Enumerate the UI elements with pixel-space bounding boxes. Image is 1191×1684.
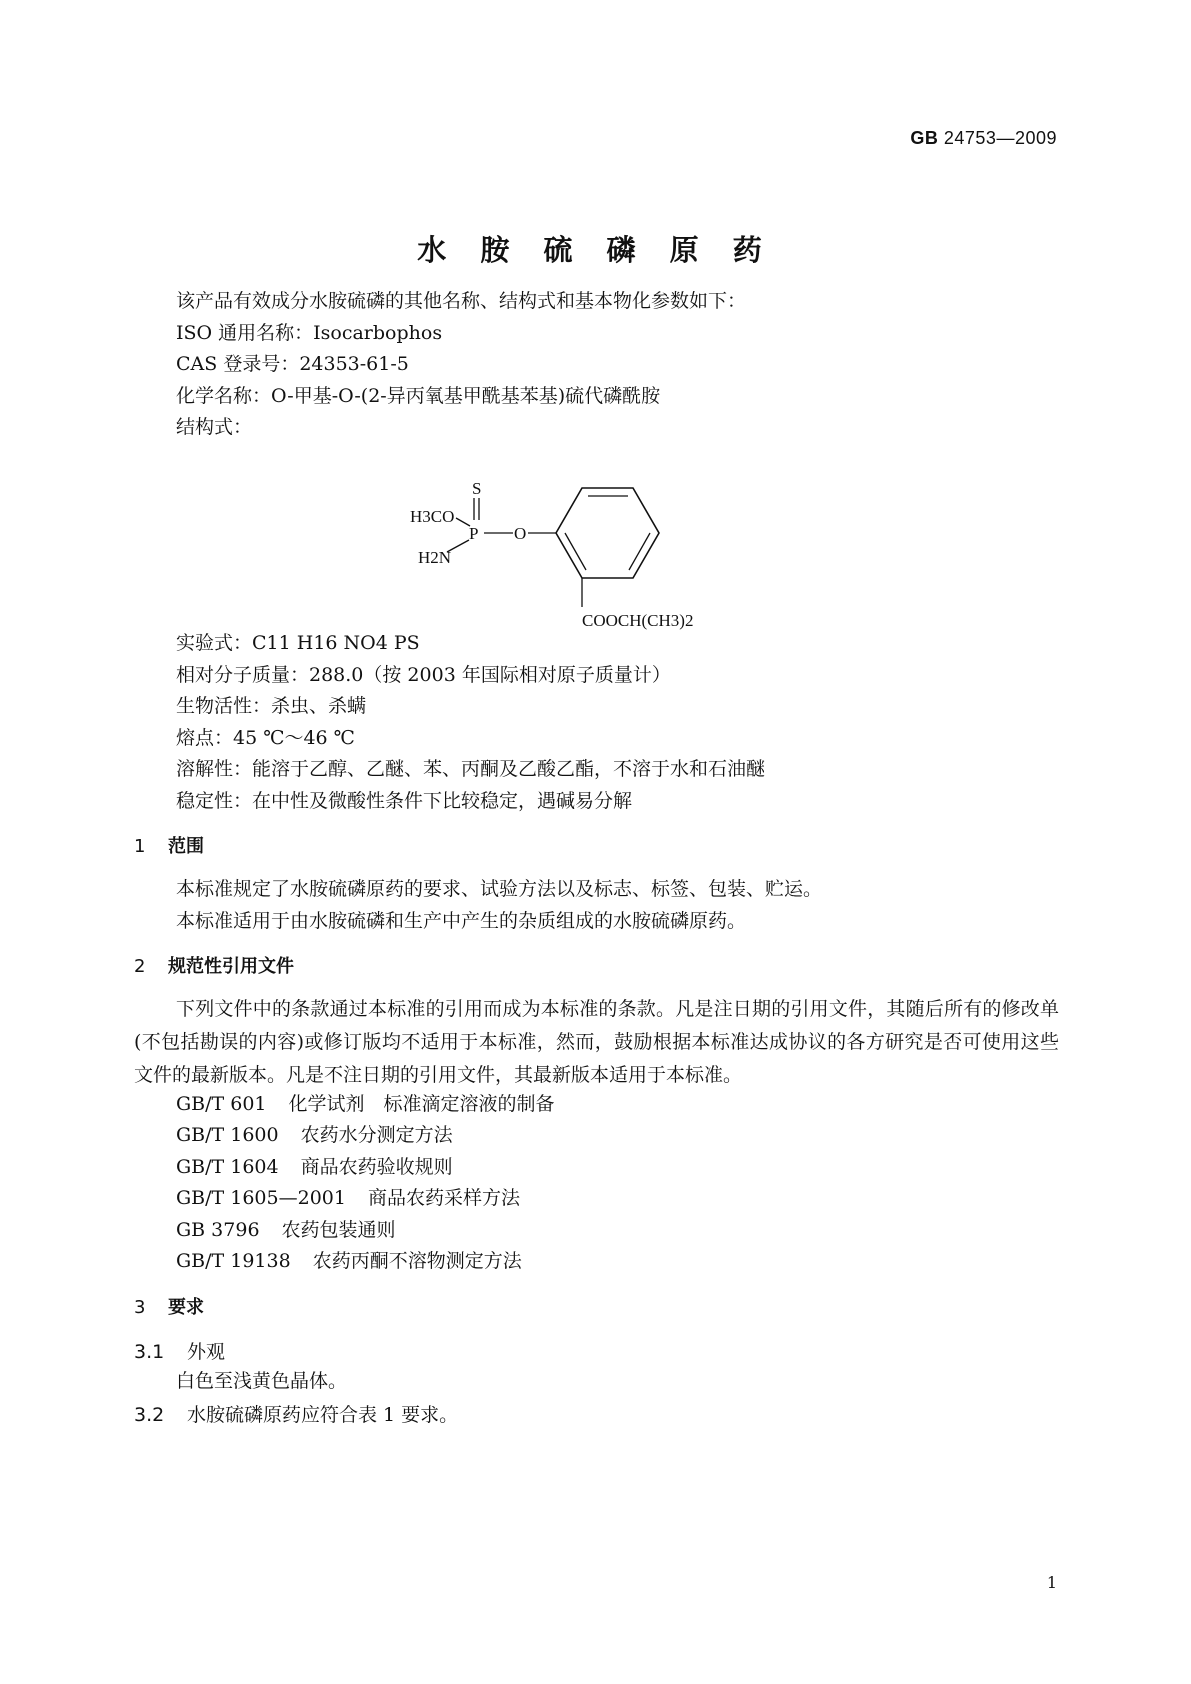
standard-code: GB 24753—2009 [910, 128, 1057, 148]
section-2-paragraph: 下列文件中的条款通过本标准的引用而成为本标准的条款。凡是注日期的引用文件，其随后所有的修改单(不包括勘误的内容)或修订版均不适用于本标准，然而，鼓励根据本标准达成协议的各方研究是否可使用这些文件的最新版本。凡是不注日期的引用文件，其最新版本适用于本标准。 [134, 998, 1059, 1086]
section-1-para-2: 本标准适用于由水胺硫磷和生产中产生的杂质组成的水胺硫磷原药。 [176, 910, 747, 932]
reference-item: GB/T 1600 农药水分测定方法 [176, 1124, 453, 1146]
reference-item: GB/T 19138 农药丙酮不溶物测定方法 [176, 1250, 522, 1272]
reference-item: GB/T 601 化学试剂 标准滴定溶液的制备 [176, 1093, 555, 1115]
sulfur-label: S [472, 482, 482, 498]
stability: 稳定性：在中性及微酸性条件下比较稳定，遇碱易分解 [176, 790, 633, 812]
methoxy-label: H3CO [410, 507, 455, 526]
subsection-3-2: 3.2 水胺硫磷原药应符合表 1 要求。 [134, 1404, 459, 1426]
reference-item: GB/T 1604 商品农药验收规则 [176, 1156, 453, 1178]
molecular-weight: 相对分子质量：288.0（按 2003 年国际相对原子质量计） [176, 664, 671, 686]
section-2-heading: 2 规范性引用文件 [134, 956, 294, 977]
iso-name: ISO 通用名称：Isocarbophos [176, 322, 443, 344]
biological-activity: 生物活性：杀虫、杀螨 [176, 695, 367, 717]
reference-item: GB/T 1605—2001 商品农药采样方法 [176, 1187, 520, 1209]
structural-formula [410, 482, 790, 652]
oxygen-label: O [514, 524, 527, 543]
solubility: 溶解性：能溶于乙醇、乙醚、苯、丙酮及乙酸乙酯，不溶于水和石油醚 [176, 758, 766, 780]
structure-label: 结构式： [176, 416, 253, 438]
empirical-formula: 实验式：C11 H16 NO4 PS [176, 632, 420, 654]
chemical-name: 化学名称：O-甲基-O-(2-异丙氧基甲酰基苯基)硫代磷酰胺 [176, 385, 661, 407]
section-3-heading: 3 要求 [134, 1297, 204, 1318]
section-1-heading: 1 范围 [134, 836, 204, 857]
intro-lead: 该产品有效成分水胺硫磷的其他名称、结构式和基本物化参数如下： [176, 290, 747, 312]
appearance-text: 白色至浅黄色晶体。 [176, 1370, 348, 1392]
ester-group-label: COOCH(CH3)2 [582, 611, 694, 630]
amino-label: H2N [418, 548, 452, 567]
cas-number: CAS 登录号：24353-61-5 [176, 353, 409, 375]
section-1-para-1: 本标准规定了水胺硫磷原药的要求、试验方法以及标志、标签、包装、贮运。 [176, 878, 823, 900]
page-number: 1 [1046, 1573, 1057, 1592]
subsection-3-1-heading: 3.1 外观 [134, 1341, 226, 1363]
phosphorus-label: P [469, 524, 479, 543]
melting-point: 熔点：45 ℃～46 ℃ [176, 727, 355, 749]
formula-value: C11 H16 NO4 PS [252, 632, 420, 654]
reference-item: GB 3796 农药包装通则 [176, 1219, 396, 1241]
document-title: 水 胺 硫 磷 原 药 [417, 233, 774, 267]
